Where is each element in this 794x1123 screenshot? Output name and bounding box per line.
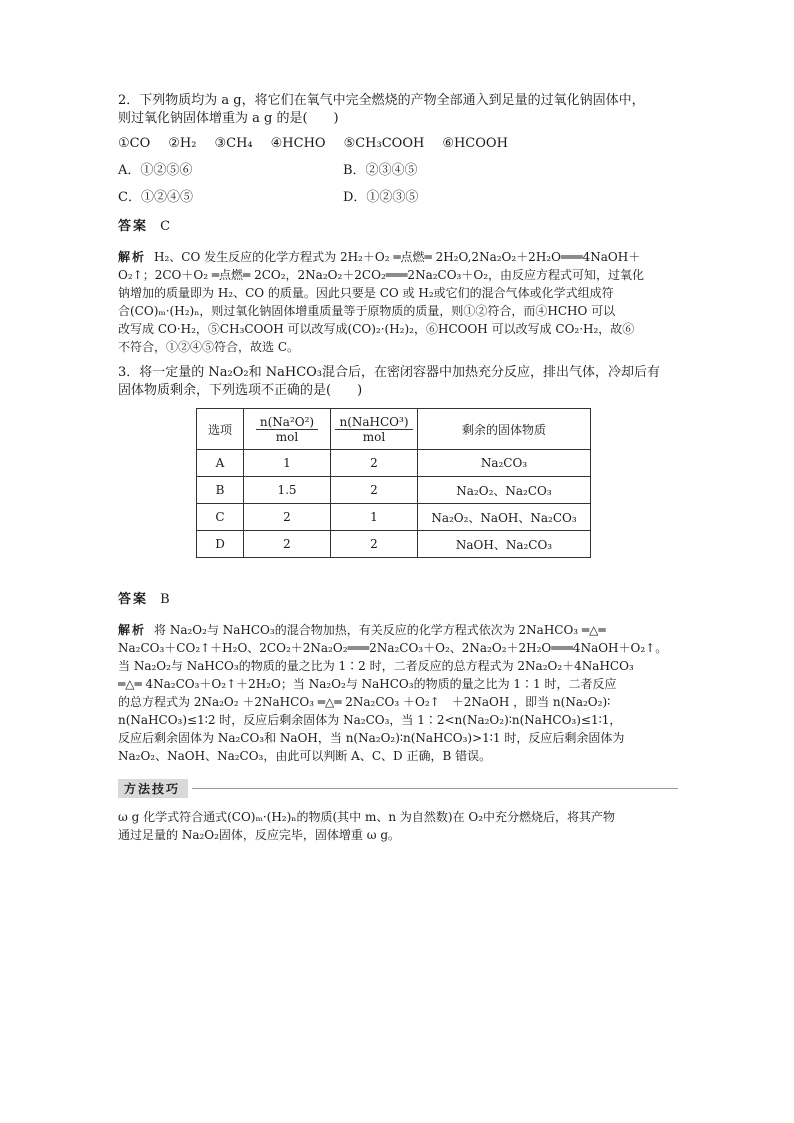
explanation-line: 不符合，①②④⑤符合，故选 C。 — [118, 340, 299, 354]
substance-item: ④HCHO — [270, 136, 326, 151]
method-tip-label: 方法技巧 — [118, 779, 188, 798]
table-cell: 1 — [331, 504, 418, 531]
table-cell: 2 — [331, 477, 418, 504]
answer-value: B — [160, 592, 170, 607]
explanation-line: 钠增加的质量即为 H₂、CO 的质量。因此只要是 CO 或 H₂或它们的混合气体或化学式组成符 — [118, 286, 614, 300]
table-header-na2o2 — [244, 409, 331, 450]
explanation-line: 当 Na₂O₂与 NaHCO₃的物质的量之比为 1∶2 时，二者反应的总方程式为 2Na₂O₂＋4NaHCO₃ — [118, 659, 634, 673]
table-cell: 2 — [331, 531, 418, 558]
answer-label: 答案 — [118, 592, 149, 607]
question-2-explanation — [118, 248, 678, 356]
table-cell: C — [197, 504, 244, 531]
explanation-line: 合(CO)ₘ·(H₂)ₙ，则过氧化钠固体增重质量等于原物质的质量，则①②符合，而④HCHO 可以 — [118, 304, 616, 318]
question-3-stem-line-2: 固体物质剩余，下列选项不正确的是( ) — [118, 383, 363, 398]
question-2-answer — [118, 215, 678, 234]
explanation-line: ═△═ 4Na₂CO₃＋O₂↑＋2H₂O；当 Na₂O₂与 NaHCO₃的物质的量之比为 1∶1 时，二者反应 — [118, 677, 617, 691]
question-2 — [118, 92, 678, 356]
question-2-stem-line-1: 2．下列物质均为 a g，将它们在氧气中完全燃烧的产物全部通入到足量的过氧化钠固体中， — [118, 93, 645, 108]
table-cell: Na₂O₂、Na₂CO₃ — [418, 477, 591, 504]
table-cell: NaOH、Na₂CO₃ — [418, 531, 591, 558]
table-cell: 1.5 — [244, 477, 331, 504]
document-page — [118, 92, 678, 844]
table-header-option: 选项 — [197, 409, 244, 450]
table-row — [197, 450, 591, 477]
choice-a: A．①②⑤⑥ — [118, 163, 193, 178]
table-header-nahco3 — [331, 409, 418, 450]
explanation-line: 改写成 CO·H₂，⑤CH₃COOH 可以改写成(CO)₂·(H₂)₂，⑥HCOOH 可以改写成 CO₂·H₂，故⑥ — [118, 322, 635, 336]
substance-item: ⑤CH₃COOH — [343, 136, 425, 151]
substance-item: ⑥HCOOH — [442, 136, 508, 151]
question-2-stem-line-2: 则过氧化钠固体增重为 a g 的是( ) — [118, 111, 339, 126]
explanation-line: H₂、CO 发生反应的化学方程式为 2H₂＋O₂ ═点燃═ 2H₂O,2Na₂O₂＋2H₂O═══4NaOH＋ — [154, 250, 641, 264]
explanation-line: Na₂O₂、NaOH、Na₂CO₃，由此可以判断 A、C、D 正确，B 错误。 — [118, 749, 492, 763]
table-header-row — [197, 409, 591, 450]
table-cell: Na₂CO₃ — [418, 450, 591, 477]
substance-item: ②H₂ — [168, 136, 197, 151]
divider — [192, 788, 678, 789]
fraction-numerator: n(Na²O²) — [256, 415, 318, 430]
table-row — [197, 531, 591, 558]
table-cell: Na₂O₂、NaOH、Na₂CO₃ — [418, 504, 591, 531]
table-cell: 2 — [244, 531, 331, 558]
question-2-choices — [118, 159, 678, 205]
table-cell: B — [197, 477, 244, 504]
fraction-numerator: n(NaHCO³) — [335, 415, 412, 430]
method-tip-body — [118, 808, 678, 844]
explanation-line: n(NaHCO₃)≤1∶2 时，反应后剩余固体为 Na₂CO₃，当 1∶2<n(Na₂O₂)∶n(NaHCO₃)≤1∶1， — [118, 713, 622, 727]
table-row — [197, 504, 591, 531]
question-3-answer — [118, 588, 678, 607]
explanation-line: 反应后剩余固体为 Na₂CO₃和 NaOH，当 n(Na₂O₂)∶n(NaHCO₃)>1∶1 时，反应后剩余固体为 — [118, 731, 625, 745]
fraction-unit: mol — [362, 429, 386, 444]
table-cell: 1 — [244, 450, 331, 477]
question-3 — [118, 364, 678, 765]
choice-c: C．①②④⑤ — [118, 190, 193, 205]
table-cell: 2 — [331, 450, 418, 477]
choice-b: B．②③④⑤ — [343, 163, 418, 178]
explanation-label: 解析 — [118, 250, 147, 264]
question-3-stem-line-1: 3．将一定量的 Na₂O₂和 NaHCO₃混合后，在密闭容器中加热充分反应，排出气体，冷却后有 — [118, 365, 661, 380]
explanation-line: 将 Na₂O₂与 NaHCO₃的混合物加热，有关反应的化学方程式依次为 2NaHCO₃ ═△═ — [154, 623, 606, 637]
explanation-label: 解析 — [118, 623, 147, 637]
substance-item: ①CO — [118, 136, 151, 151]
table-header-residue: 剩余的固体物质 — [418, 409, 591, 450]
tip-line: 通过足量的 Na₂O₂固体，反应完毕，固体增重 ω g。 — [118, 828, 401, 842]
substance-item: ③CH₄ — [214, 136, 253, 151]
question-2-substance-list — [118, 136, 678, 151]
table-cell: A — [197, 450, 244, 477]
method-tip-header — [118, 779, 678, 798]
explanation-line: O₂↑；2CO＋O₂ ═点燃═ 2CO₂，2Na₂O₂＋2CO₂═══2Na₂CO₃＋O₂，由反应方程式可知，过氧化 — [118, 268, 645, 282]
answer-value: C — [160, 219, 171, 234]
fraction-unit: mol — [275, 429, 299, 444]
table-row — [197, 477, 591, 504]
explanation-line: Na₂CO₃＋CO₂↑＋H₂O、2CO₂＋2Na₂O₂═══2Na₂CO₃＋O₂、2Na₂O₂＋2H₂O═══4NaOH＋O₂↑。 — [118, 641, 668, 655]
explanation-line: 的总方程式为 2Na₂O₂ ＋2NaHCO₃ ═△═ 2Na₂CO₃ ＋O₂↑ ＋2NaOH ，即当 n(Na₂O₂)∶ — [118, 695, 611, 709]
question-3-explanation — [118, 621, 678, 765]
answer-label: 答案 — [118, 219, 149, 234]
choice-d: D．①②③⑤ — [343, 190, 419, 205]
options-table — [196, 408, 591, 558]
table-cell: 2 — [244, 504, 331, 531]
tip-line: ω g 化学式符合通式(CO)ₘ·(H₂)ₙ的物质(其中 m、n 为自然数)在 O₂中充分燃烧后，将其产物 — [118, 810, 616, 824]
table-cell: D — [197, 531, 244, 558]
